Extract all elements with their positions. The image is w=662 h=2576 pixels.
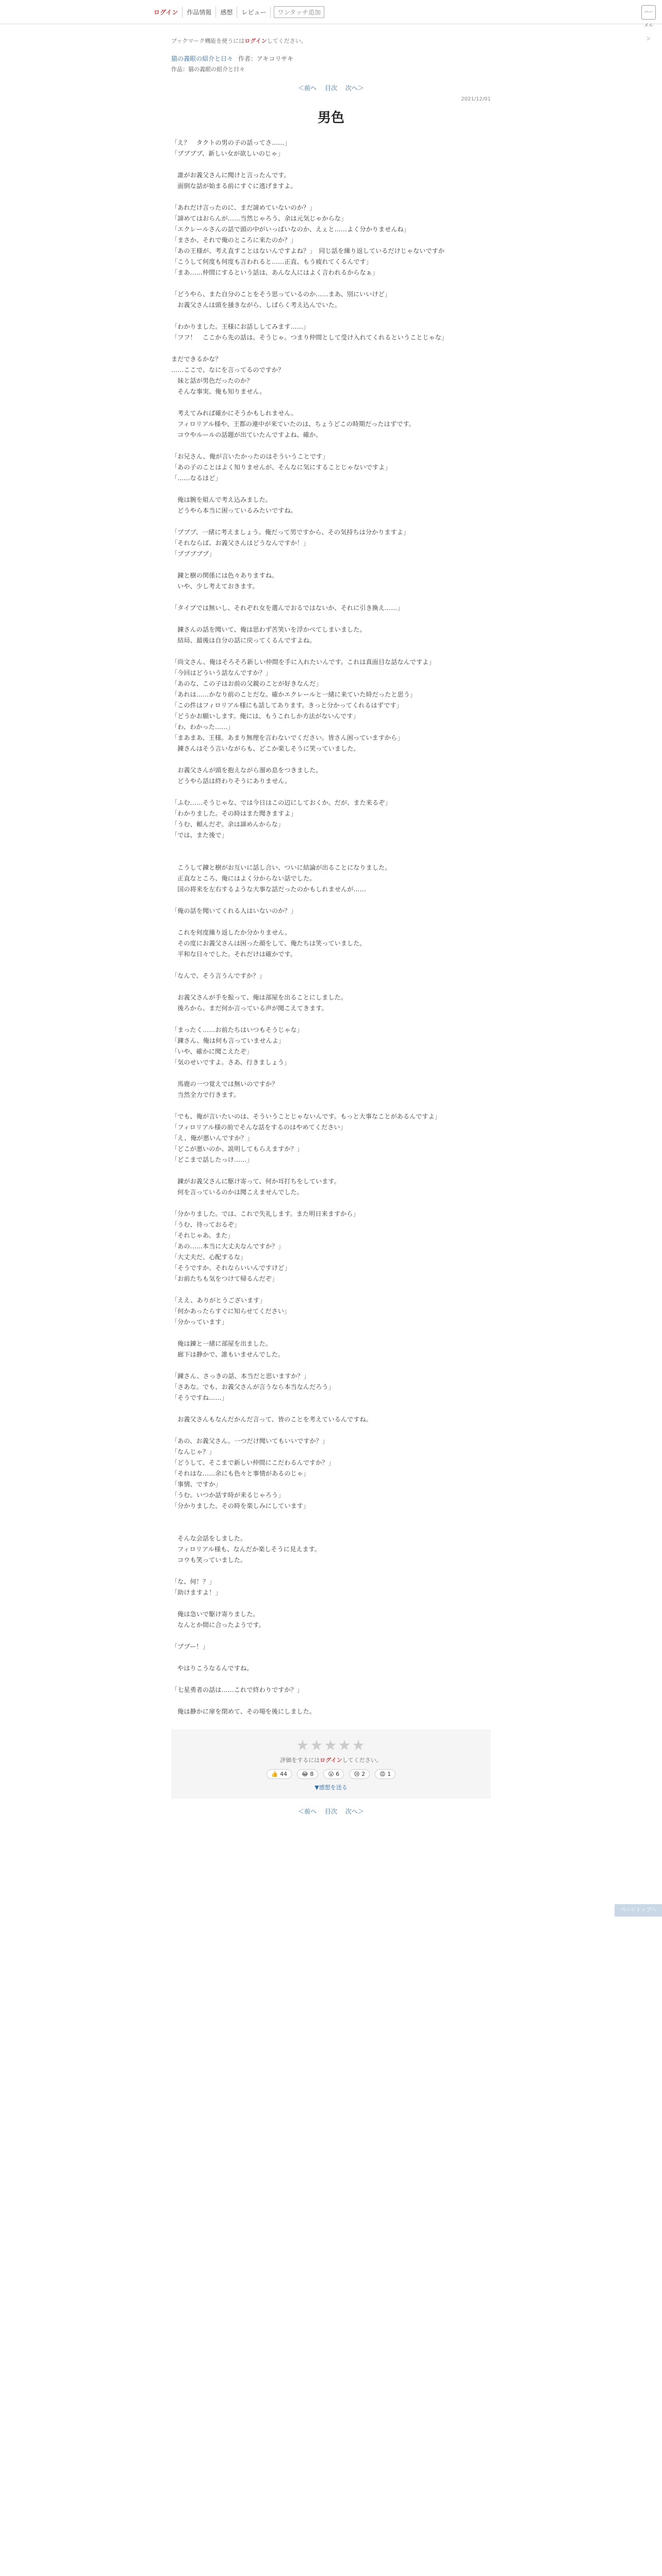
paragraph: 「いや、確かに聞こえたぞ」 xyxy=(171,1048,253,1055)
rating-box xyxy=(171,1730,491,1799)
reaction-angry[interactable]: 😡 1 xyxy=(375,1769,395,1779)
nav-item-info[interactable]: 作品情報 xyxy=(183,7,216,18)
series-sub: 作品：猫の義眼の紹介と日々 xyxy=(171,66,245,73)
paragraph: 「あの王様が、考え直すことはないんですよね？」 同じ話を繰り返しているだけじゃないですか xyxy=(171,247,445,255)
paragraph-gap xyxy=(171,1165,491,1176)
paragraph-gap xyxy=(171,1403,491,1414)
paragraph-gap xyxy=(171,895,491,906)
paragraph: 「どこが悪いのか、説明してもらえますか？」 xyxy=(171,1145,303,1153)
paragraph: お義父さんが頭を抱えながら溜め息をつきました。 xyxy=(171,767,322,774)
paragraph-gap xyxy=(171,614,491,624)
paragraph-gap xyxy=(171,1652,491,1663)
paragraph: 錬さんはそう言いながらも、どこか楽しそうに笑っていました。 xyxy=(171,745,360,752)
paragraph: 「分かりました。その時を楽しみにしています」 xyxy=(171,1502,310,1510)
paragraph: 後ろから、まだ何か言っている声が聞こえてきます。 xyxy=(171,1005,328,1012)
series-info xyxy=(171,54,491,63)
chapter-title: 男色 xyxy=(317,110,344,126)
paragraph-gap xyxy=(171,1068,491,1079)
paragraph-gap xyxy=(171,192,491,202)
nav-item-impression[interactable]: 感想 xyxy=(216,7,237,18)
paragraph: お義父さんもなんだかんだ言って、皆のことを考えているんですね。 xyxy=(171,1416,372,1423)
prev-link[interactable]: ＜前へ xyxy=(298,84,317,92)
paragraph: 「ブブブブ、新しい女が欲しいのじゃ」 xyxy=(171,150,284,157)
paragraph: 「あの、お義父さん。一つだけ聞いてもいいですか？」 xyxy=(171,1437,328,1445)
paragraph: 「錬さん、さっきの話、本当だと思いますか？」 xyxy=(171,1372,310,1380)
paragraph: 「七星勇者の話は……これで終わりですか？」 xyxy=(171,1686,303,1693)
paragraph: 「この件はフィロリアル様にも話してあります。きっと分かってくれるはずです」 xyxy=(171,702,403,709)
paragraph: 「こうして何度も何度も言われると……正直、もう疲れてくるんです」 xyxy=(171,258,372,265)
paragraph: 「タイプでは無いし、それぞれ女を選んでおるではないか、それに引き換え……」 xyxy=(171,604,404,612)
paragraph-gap xyxy=(171,516,491,527)
paragraph: 「それじゃあ、また」 xyxy=(171,1232,234,1239)
paragraph: そんな事実、俺も知りません。 xyxy=(171,388,266,395)
paragraph-gap xyxy=(171,592,491,603)
paragraph: そんな会話をしました。 xyxy=(171,1535,247,1542)
paragraph: コウやルールの話題が出ていたんですよね、確か。 xyxy=(171,431,322,438)
paragraph-gap xyxy=(171,159,491,170)
paragraph: 「俺の話を聞いてくれる人はいないのか？」 xyxy=(171,907,297,914)
paragraph: 「うむ。いつか話す時が来るじゃろう」 xyxy=(171,1492,285,1499)
paragraph: こうして錬と樹がお互いに話し合い、ついに結論が出ることになりました。 xyxy=(171,864,391,871)
paragraph-gap xyxy=(171,440,491,451)
paragraph: 「なんじゃ？」 xyxy=(171,1448,216,1455)
paragraph: 当然全力で行きます。 xyxy=(171,1091,240,1098)
paragraph: 「諦めてはおらんが……当然じゃろう、余は元気じゃからな」 xyxy=(171,215,347,222)
paragraph: 「錬さん、俺は何も言っていませんよ」 xyxy=(171,1037,285,1044)
paragraph: 考えてみれば確かにそうかもしれません。 xyxy=(171,410,297,417)
next-link[interactable]: 次へ＞ xyxy=(345,84,364,92)
send-impression-link[interactable]: ▼感想を送る xyxy=(315,1784,347,1791)
rating-login-link[interactable]: ログイン xyxy=(320,1757,342,1764)
paragraph-gap xyxy=(171,311,491,321)
paragraph: 「あのな、この子はお前の父親のことが好きなんだ」 xyxy=(171,680,322,687)
paragraph-gap xyxy=(171,981,491,992)
paragraph: 「今回はどういう話なんですか？」 xyxy=(171,669,272,676)
paragraph-gap xyxy=(171,1100,491,1111)
chapter-body xyxy=(171,138,491,1717)
paragraph: 「まあまあ、王様。あまり無理を言わないでください。皆さん困っていますから」 xyxy=(171,734,404,741)
paragraph: 面倒な話が始まる前にすぐに逃げますよ。 xyxy=(171,182,297,190)
paragraph: 「なんで、そう言うんですか？」 xyxy=(171,972,266,979)
prev-link-bottom[interactable]: ＜前へ xyxy=(298,1808,317,1815)
paragraph: 「でも、俺が言いたいのは、そういうことじゃないんです。もっと大事なことがあるんですよ」 xyxy=(171,1113,441,1120)
paragraph: これを何度繰り返したか分かりません。 xyxy=(171,929,291,936)
paragraph: 「うむ、待っておるぞ」 xyxy=(171,1221,241,1228)
paragraph-gap xyxy=(171,754,491,765)
paragraph-gap xyxy=(171,343,491,354)
paragraph: 「そうですね……」 xyxy=(171,1394,228,1401)
paragraph: 「では、また後で」 xyxy=(171,832,228,839)
paragraph: お義父さんは頭を掻きながら、しばらく考え込んでいた。 xyxy=(171,301,341,309)
paragraph: 「それならば、お義父さんはどうなんですか！」 xyxy=(171,539,310,547)
reaction-wow[interactable]: 😮 6 xyxy=(323,1769,344,1779)
paragraph: 「あの……本当に大丈夫なんですか？」 xyxy=(171,1243,285,1250)
paragraph: 「それはな……余にも色々と事情があるのじゃ」 xyxy=(171,1470,310,1477)
paragraph-gap xyxy=(171,787,491,798)
paragraph: 馬鹿の一つ覚えでは無いのですか？ xyxy=(171,1080,278,1088)
paragraph: 錬さんの話を聞いて、俺は思わず苦笑いを浮かべてしまいました。 xyxy=(171,626,366,633)
paragraph-gap xyxy=(171,484,491,495)
paragraph: お義父さんが手を振って、俺は部屋を出ることにしました。 xyxy=(171,994,347,1001)
bookmark-notice: ブックマーク機能を使うにはログインしてください。 xyxy=(171,38,307,44)
paragraph-gap xyxy=(171,1522,491,1533)
paragraph: 「まったく……お前たちはいつもそうじゃな」 xyxy=(171,1026,303,1033)
top-nav xyxy=(150,6,324,18)
paragraph: 「ええ、ありがとうございます」 xyxy=(171,1297,266,1304)
paragraph: 「さあな。でも、お義父さんが言うなら本当なんだろう」 xyxy=(171,1383,335,1391)
paragraph-gap xyxy=(171,1696,491,1706)
paragraph: 「フィロリアル様の前でそんな話をするのはやめてください」 xyxy=(171,1124,346,1131)
paragraph: その度にお義父さんは困った顔をして、俺たちは笑っていました。 xyxy=(171,940,366,947)
paragraph-gap xyxy=(171,560,491,570)
paragraph: 「あれは……かなり前のことだな。確かエクレールと一緒に来ていた時だったと思う」 xyxy=(171,691,417,698)
paragraph: 何を言っているのかは聞こえませんでした。 xyxy=(171,1189,303,1196)
index-link[interactable]: 目次 xyxy=(324,84,337,92)
paragraph: 「うむ、頼んだぞ。余は諦めんからな」 xyxy=(171,821,285,828)
paragraph: 俺は錬と一緒に部屋を出ました。 xyxy=(171,1340,272,1347)
notice-login-link[interactable]: ログイン xyxy=(244,38,267,44)
paragraph: 「事情、ですか」 xyxy=(171,1481,222,1488)
paragraph: 「エクレールさんの話で頭の中がいっぱいなのか、えぇと……よく分かりませんね」 xyxy=(171,226,410,233)
reactions xyxy=(171,1769,491,1779)
rating-stars[interactable]: ★★★★★ xyxy=(296,1737,366,1754)
paragraph: 「わかりました。その時はまた聞きますよ」 xyxy=(171,810,297,817)
paragraph: 「……なるほど」 xyxy=(171,474,222,482)
rating-note: 評価をするにはログインしてください。 xyxy=(280,1757,382,1764)
paragraph: ……ここで、なにを言ってるのですか？ xyxy=(171,366,285,374)
paragraph: コウも笑っていました。 xyxy=(171,1556,247,1564)
main-content xyxy=(171,37,491,1816)
site-logo[interactable]: ハーメルン xyxy=(641,5,656,20)
paragraph: 「え、俺が悪いんですか？」 xyxy=(171,1134,254,1142)
paragraph: 「分かっています」 xyxy=(171,1318,228,1326)
paragraph: まだできるかな？ xyxy=(171,355,222,363)
paragraph: 「な、何！？」 xyxy=(171,1578,216,1585)
paragraph: 「どうして、そこまで新しい仲間にこだわるんですか？」 xyxy=(171,1459,335,1466)
paragraph: なんとか間に合ったようです。 xyxy=(171,1621,265,1629)
paragraph: 「何かあったらすぐに知らせてください」 xyxy=(171,1308,291,1315)
paragraph: 「お前たちも気をつけて帰るんだぞ」 xyxy=(171,1275,278,1282)
paragraph: 「助けますよ！」 xyxy=(171,1589,222,1596)
paragraph: やはりこうなるんですね。 xyxy=(171,1665,253,1672)
paragraph: 「そうですか。それならいいんですけど」 xyxy=(171,1264,291,1272)
paragraph: 「大丈夫だ、心配するな」 xyxy=(171,1253,247,1261)
paragraph-gap xyxy=(171,1328,491,1338)
paragraph-gap xyxy=(171,1631,491,1641)
pager-bottom xyxy=(171,1807,491,1816)
paragraph: 「わ、わかった……」 xyxy=(171,723,234,731)
pager-top xyxy=(171,83,491,92)
paragraph-gap xyxy=(171,960,491,971)
series-author[interactable]: 作者：アキコリサキ xyxy=(238,55,294,62)
paragraph: 俺は腕を組んで考え込みました。 xyxy=(171,496,272,503)
paragraph-gap xyxy=(171,1198,491,1209)
paragraph-gap xyxy=(171,852,491,862)
paragraph: 錬と樹の関係には色々ありますね。 xyxy=(171,572,278,579)
paragraph: 妹と話が男色だったのか？ xyxy=(171,377,253,384)
index-link-bottom[interactable]: 目次 xyxy=(324,1808,337,1815)
paragraph: フィロリアル様も、なんだか楽しそうに見えます。 xyxy=(171,1546,321,1553)
paragraph: 錬がお義父さんに駆け寄って、何か耳打ちをしています。 xyxy=(171,1178,340,1185)
paragraph: 国の将来を左右するような大事な話だったのかもしれませんが…… xyxy=(171,886,366,893)
reaction-laugh[interactable]: 😂 8 xyxy=(297,1769,318,1779)
paragraph: 俺は静かに扉を閉めて、その場を後にしました。 xyxy=(171,1708,316,1715)
paragraph-gap xyxy=(171,1360,491,1371)
series-title-link[interactable]: 猫の義眼の紹介と日々 xyxy=(171,55,234,62)
paragraph: 「どうやら、また自分のことをそう思っているのか……まあ、別にいいけど」 xyxy=(171,291,391,298)
paragraph-gap xyxy=(171,278,491,289)
paragraph-gap xyxy=(171,1014,491,1025)
paragraph: 「ブブブブブ」 xyxy=(171,550,216,557)
paragraph: 結局、最後は自分の話に戻ってくるんですよね。 xyxy=(171,637,316,644)
post-date: 2021/12/01 xyxy=(461,96,491,102)
paragraph: 「まあ……仲間にするという話は、あんな人にはよく言われるからなぁ」 xyxy=(171,269,379,276)
paragraph: 「尚文さん、俺はそろそろ新しい仲間を手に入れたいんです。これは真面目な話なんですよ」 xyxy=(171,658,435,666)
paragraph-gap xyxy=(171,1566,491,1577)
paragraph-gap xyxy=(171,646,491,657)
reaction-thumbs[interactable]: 👍 44 xyxy=(267,1769,292,1779)
paragraph-gap xyxy=(171,917,491,927)
paragraph: どうやら話は終わりそうにありません。 xyxy=(171,777,291,785)
paragraph: 「フフ！ ここから先の話は、そうじゃ。つまり仲間として受け入れてくれるということじゃな」 xyxy=(171,334,448,341)
paragraph-gap xyxy=(171,1512,491,1522)
nav-item-review[interactable]: レビュー xyxy=(237,7,271,18)
paragraph: 正直なところ、俺にはよく分からない話でした。 xyxy=(171,875,316,882)
paragraph-gap xyxy=(171,397,491,408)
paragraph: 「どうかお願いします。俺には、もうこれしか方法がないんです」 xyxy=(171,713,359,720)
login-link[interactable]: ログイン xyxy=(150,7,183,18)
paragraph: 「どこまで話したっけ……」 xyxy=(171,1156,253,1163)
paragraph-gap xyxy=(171,1598,491,1609)
paragraph: フィロリアル様や、王都の連中が来ていたのは、ちょうどこの時期だったはずです。 xyxy=(171,420,415,428)
paragraph-gap xyxy=(171,1284,491,1295)
paragraph: 「ブブー！」 xyxy=(171,1643,209,1650)
page-top-side-button[interactable]: ページトップへ xyxy=(615,1904,662,1917)
paragraph: いや、少し考えておきます。 xyxy=(171,583,259,590)
paragraph: 平和な日々でした。それだけは確かです。 xyxy=(171,951,296,958)
paragraph-gap xyxy=(171,841,491,852)
paragraph: 「お兄さん、俺が言いたかったのはそういうことです」 xyxy=(171,453,329,460)
reaction-sad[interactable]: 😢 2 xyxy=(349,1769,370,1779)
paragraph: 誰がお義父さんに聞けと言ったんです。 xyxy=(171,172,290,179)
paragraph-gap xyxy=(171,1425,491,1436)
paragraph: 「まさか、それで俺のところに来たのか？」 xyxy=(171,236,297,244)
paragraph: 「気のせいですよ。さあ、行きましょう」 xyxy=(171,1059,291,1066)
onetouch-add-button[interactable]: ワンタッチ追加 xyxy=(274,6,324,18)
paragraph: 廊下は静かで、誰もいませんでした。 xyxy=(171,1351,285,1358)
paragraph: 「あれだけ言ったのに、まだ諦めていないのか？」 xyxy=(171,204,316,211)
paragraph-gap xyxy=(171,1674,491,1685)
paragraph: 俺は急いで駆け寄りました。 xyxy=(171,1611,259,1618)
paragraph: 「ふむ……そうじゃな、では今日はこの辺にしておくか。だが、また来るぞ」 xyxy=(171,799,391,806)
paragraph: 「分かりました。では、これで失礼します。また明日来ますから」 xyxy=(171,1210,359,1217)
next-link-bottom[interactable]: 次へ＞ xyxy=(345,1808,364,1815)
paragraph: 「え？ タクトの男の子の話ってさ……」 xyxy=(171,139,291,146)
paragraph: どうやら本当に困っているみたいですね。 xyxy=(171,507,297,514)
paragraph: 「あの子のことはよく知りませんが、そんなに気にすることじゃないですよ」 xyxy=(171,464,391,471)
paragraph: 「わかりました。王様にお話ししてみます……」 xyxy=(171,323,310,330)
paragraph: 「ブブブ、一緒に考えましょう。俺だって男ですから、その気持ちは分かりますよ」 xyxy=(171,529,410,536)
